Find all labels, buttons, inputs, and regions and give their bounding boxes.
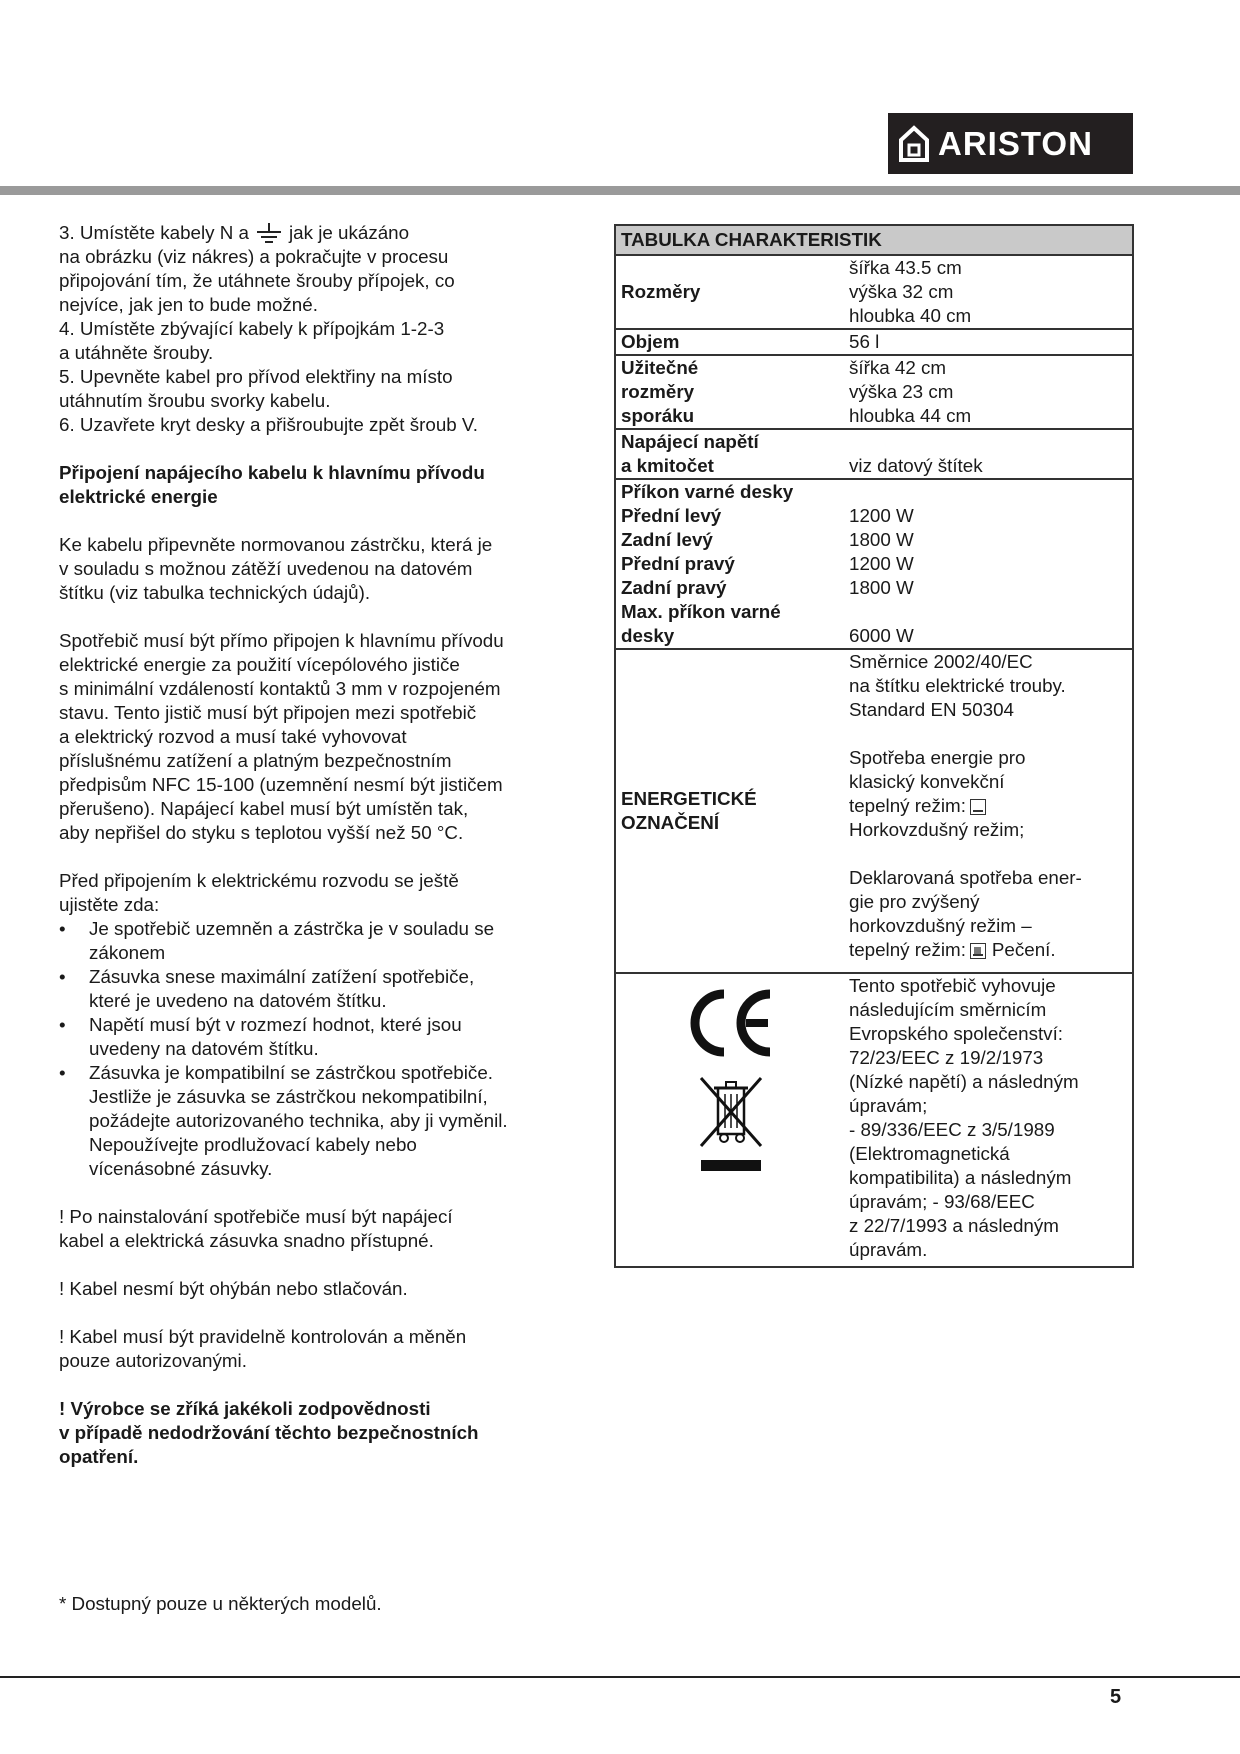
bullet-line: • Napětí musí být v rozmezí hodnot, které jsou	[89, 1014, 462, 1036]
paragraph-line: s minimální vzdáleností kontaktů 3 mm v rozpojeném	[59, 678, 501, 700]
step-line: a utáhněte šrouby.	[59, 342, 214, 364]
bullet-line: Jestliže je zásuvka se zástrčkou nekompatibilní,	[89, 1086, 488, 1108]
warning-line: pouze autorizovanými.	[59, 1350, 247, 1372]
value-line: 1200 W	[849, 553, 914, 574]
label-line: OZNAČENÍ	[621, 812, 720, 833]
paragraph-line: Ke kabelu připevněte normovanou zástrčku, která je	[59, 534, 493, 556]
page-number: 5	[1110, 1686, 1122, 1708]
value-line: hloubka 40 cm	[849, 305, 972, 326]
value-line: tepelný režim:	[849, 794, 1128, 818]
bullet-line: • Zásuvka snese maximální zatížení spotřebiče,	[89, 966, 475, 988]
paragraph-line: přerušeno). Napájecí kabel musí být umístěn tak,	[59, 798, 469, 820]
table-title: TABULKA CHARAKTERISTIK	[616, 226, 1132, 256]
section-heading: elektrické energie	[59, 486, 218, 508]
value-line: horkovzdušný režim –	[849, 915, 1032, 936]
label-line: Max. příkon varné	[621, 601, 781, 622]
value-line: (Nízké napětí) a následným	[849, 1071, 1079, 1092]
bullet-line: které je uvedeno na datovém štítku.	[89, 990, 387, 1012]
step-line: 3. Umístěte kabely N a jak je ukázáno	[59, 221, 579, 245]
value-line: úpravám;	[849, 1095, 928, 1116]
table-row	[616, 974, 1132, 1266]
bullet-item	[59, 917, 579, 965]
step-line: připojování tím, že utáhnete šrouby přípojek, co	[59, 270, 455, 292]
row-values	[845, 650, 1132, 972]
paragraph-line: štítku (viz tabulka technických údajů).	[59, 582, 371, 604]
paragraph-line: a elektrický rozvod a musí také vyhovovat	[59, 726, 407, 748]
value-line: Horkovzdušný režim;	[849, 819, 1025, 840]
label-line: Přední levý	[621, 505, 722, 526]
value-line: gie pro zvýšený	[849, 891, 980, 912]
value-line: Evropského společenství:	[849, 1023, 1064, 1044]
value-line: (Elektromagnetická	[849, 1143, 1010, 1164]
brand-logo	[888, 113, 1133, 174]
paragraph-line: Před připojením k elektrickému rozvodu se ještě	[59, 870, 459, 892]
value-line: na štítku elektrické trouby.	[849, 675, 1066, 696]
value-line: Směrnice 2002/40/EC	[849, 651, 1033, 672]
label-line: Napájecí napětí	[621, 431, 759, 452]
value-line: úpravám.	[849, 1239, 928, 1260]
value-line: Spotřeba energie pro	[849, 747, 1026, 768]
label-line: Příkon varné desky	[621, 481, 794, 502]
value-line: Standard EN 50304	[849, 699, 1014, 720]
paragraph-line: stavu. Tento jistič musí být připojen mezi spotřebič	[59, 702, 477, 724]
row-value: 56 l	[849, 331, 880, 352]
paragraph-line: Spotřebič musí být přímo připojen k hlavnímu přívodu	[59, 630, 504, 652]
footer-rule	[0, 1676, 1240, 1678]
disclaimer-line: v případě nedodržování těchto bezpečnostních	[59, 1422, 479, 1444]
bullet-line: vícenásobné zásuvky.	[89, 1158, 273, 1180]
label-line: Zadní pravý	[621, 577, 727, 598]
table-row	[616, 356, 1132, 430]
bullet-line: • Je spotřebič uzemněn a zástrčka je v souladu se	[89, 918, 495, 940]
label-line: ENERGETICKÉ	[621, 788, 757, 809]
disclaimer-line: ! Výrobce se zříká jakékoli zodpovědnosti	[59, 1398, 431, 1420]
value-line: 1800 W	[849, 529, 914, 550]
bullet-line: uvedeny na datovém štítku.	[89, 1038, 319, 1060]
row-value	[845, 430, 1132, 478]
paragraph-line: ujistěte zda:	[59, 894, 160, 916]
value-line: z 22/7/1993 a následným	[849, 1215, 1059, 1236]
weee-bar	[701, 1160, 761, 1171]
conventional-mode-icon	[970, 799, 986, 815]
section-heading: Připojení napájecího kabelu k hlavnímu přívodu	[59, 462, 485, 484]
ce-mark-icon	[686, 988, 776, 1058]
value-line: viz datový štítek	[849, 455, 983, 476]
left-column	[59, 221, 579, 1469]
bullet-line: • Zásuvka je kompatibilní se zástrčkou spotřebiče.	[89, 1062, 493, 1084]
value-line: výška 23 cm	[849, 381, 954, 402]
bullet-item	[59, 965, 579, 1013]
step-line: 5. Upevněte kabel pro přívod elektřiny na místo	[59, 366, 453, 388]
row-label: Rozměry	[621, 281, 701, 302]
label-line: a kmitočet	[621, 455, 714, 476]
value-line: 6000 W	[849, 625, 914, 646]
warning-line: ! Kabel musí být pravidelně kontrolován a měněn	[59, 1326, 467, 1348]
value-line: šířka 43.5 cm	[849, 257, 962, 278]
row-values	[845, 480, 1132, 648]
fan-mode-icon	[970, 943, 986, 959]
value-line: hloubka 44 cm	[849, 405, 972, 426]
weee-bin-icon	[696, 1074, 766, 1154]
table-row	[616, 430, 1132, 480]
earth-ground-icon	[255, 223, 283, 245]
row-values	[845, 974, 1132, 1266]
paragraph-line: v souladu s možnou zátěží uvedenou na datovém	[59, 558, 473, 580]
value-line: klasický konvekční	[849, 771, 1005, 792]
step-line: utáhnutím šroubu svorky kabelu.	[59, 390, 331, 412]
value-line: výška 32 cm	[849, 281, 954, 302]
value-line: 1800 W	[849, 577, 914, 598]
value-line: tepelný režim: Pečení.	[849, 939, 1056, 960]
row-label	[616, 650, 845, 972]
row-label	[616, 356, 845, 428]
step-line: nejvíce, jak jen to bude možné.	[59, 294, 318, 316]
step-line: na obrázku (viz nákres) a pokračujte v procesu	[59, 246, 449, 268]
step-line: 6. Uzavřete kryt desky a přišroubujte zpět šroub V.	[59, 414, 478, 436]
paragraph-line: aby nepřišel do styku s teplotou vyšší než 50 °C.	[59, 822, 464, 844]
brand-name: ARISTON	[938, 124, 1093, 162]
label-line: Užitečné	[621, 357, 699, 378]
value-line: kompatibilita) a následným	[849, 1167, 1072, 1188]
value-line: Deklarovaná spotřeba ener-	[849, 867, 1082, 888]
disclaimer-line: opatření.	[59, 1446, 139, 1468]
row-values	[845, 356, 1132, 428]
characteristics-table	[614, 224, 1134, 1268]
row-label: Objem	[621, 331, 680, 352]
paragraph-line: předpisům NFC 15-100 (uzemnění nesmí být jističem	[59, 774, 503, 796]
paragraph-line: elektrické energie za použití vícepólového jističe	[59, 654, 460, 676]
paragraph-line: příslušnému zatížení a platným bezpečnostním	[59, 750, 452, 772]
footnote: * Dostupný pouze u některých modelů.	[59, 1593, 382, 1614]
bullet-line: zákonem	[89, 942, 166, 964]
table-row	[616, 330, 1132, 356]
table-row	[616, 480, 1132, 650]
value-line: šířka 42 cm	[849, 357, 947, 378]
label-line: Přední pravý	[621, 553, 735, 574]
bullet-item	[59, 1061, 579, 1181]
warning-line: ! Kabel nesmí být ohýbán nebo stlačován.	[59, 1278, 408, 1300]
house-icon	[898, 125, 930, 163]
bullet-line: požádejte autorizovaného technika, aby ji vyměnil.	[89, 1110, 508, 1132]
value-line: 72/23/EEC z 19/2/1973	[849, 1047, 1044, 1068]
table-row	[616, 256, 1132, 330]
row-label	[616, 480, 845, 648]
label-line: rozměry	[621, 381, 695, 402]
row-label	[616, 430, 845, 478]
certification-icons	[616, 974, 845, 1266]
value-line: následujícím směrnicím	[849, 999, 1047, 1020]
header-bar	[0, 186, 1240, 195]
value-line: Tento spotřebič vyhovuje	[849, 975, 1056, 996]
warning-line: kabel a elektrická zásuvka snadno přístupné.	[59, 1230, 434, 1252]
label-line: Zadní levý	[621, 529, 713, 550]
bullet-line: Nepoužívejte prodlužovací kabely nebo	[89, 1134, 417, 1156]
bullet-item	[59, 1013, 579, 1061]
table-row	[616, 650, 1132, 974]
warning-line: ! Po nainstalování spotřebiče musí být napájecí	[59, 1206, 453, 1228]
step-line: 4. Umístěte zbývající kabely k přípojkám 1-2-3	[59, 318, 445, 340]
value-line: úpravám; - 93/68/EEC	[849, 1191, 1035, 1212]
value-line: 1200 W	[849, 505, 914, 526]
row-values	[845, 256, 1132, 328]
value-line: - 89/336/EEC z 3/5/1989	[849, 1119, 1055, 1140]
label-line: desky	[621, 625, 675, 646]
label-line: sporáku	[621, 405, 695, 426]
